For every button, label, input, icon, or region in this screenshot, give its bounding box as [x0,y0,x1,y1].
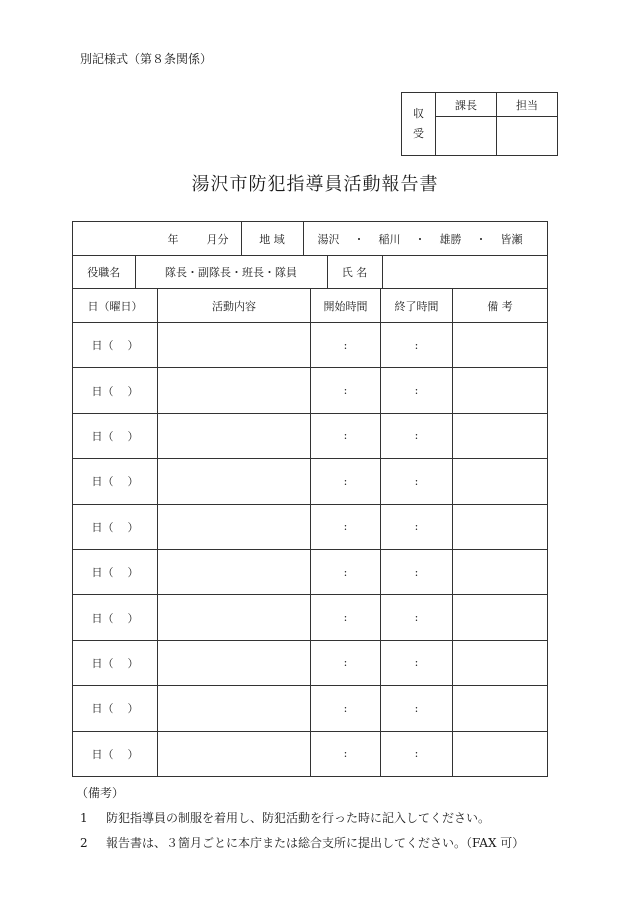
end-time-cell[interactable]: : [381,459,453,504]
activity-row [73,549,548,594]
name-label: 氏 名 [327,256,382,288]
activity-row [73,595,548,640]
start-time-cell[interactable]: : [311,549,381,594]
activity-content-cell[interactable] [158,595,311,640]
activity-content-cell[interactable] [158,686,311,731]
activity-content-cell[interactable] [158,413,311,458]
activity-row [73,731,548,776]
column-remarks: 備 考 [453,289,548,323]
column-start-time: 開始時間 [311,289,381,323]
activity-row [73,459,548,504]
activity-row [73,504,548,549]
activity-content-cell[interactable] [158,549,311,594]
day-cell[interactable]: 日（ ） [73,549,158,594]
day-cell[interactable]: 日（ ） [73,640,158,685]
position-label: 役職名 [87,266,121,279]
activity-row [73,686,548,731]
remarks-cell[interactable] [453,413,548,458]
column-date: 日（曜日） [73,289,158,323]
period-area-row [73,222,547,255]
section-chief-seal-cell[interactable] [436,117,497,156]
staff-seal-cell[interactable] [497,117,558,156]
end-time-cell[interactable]: : [381,595,453,640]
form-title: 湯沢市防犯指導員活動報告書 [191,174,439,195]
column-content: 活動内容 [158,289,311,323]
area-options[interactable]: 湯沢 ・ 稲川 ・ 雄勝 ・ 皆瀬 [303,222,547,255]
end-time-cell[interactable]: : [381,686,453,731]
activity-report-table [72,221,548,777]
position-options[interactable]: 隊長・副隊長・班長・隊員 [135,256,327,288]
activity-content-cell[interactable] [158,459,311,504]
column-header-row [73,289,548,323]
day-cell[interactable]: 日（ ） [73,459,158,504]
activity-content-cell[interactable] [158,504,311,549]
area-label: 地 域 [241,222,303,255]
staff-label: 担当 [497,93,558,117]
column-end-time: 終了時間 [381,289,453,323]
remarks-cell[interactable] [453,504,548,549]
end-time-cell[interactable]: : [381,731,453,776]
start-time-cell[interactable]: : [311,459,381,504]
end-time-cell[interactable]: : [381,640,453,685]
end-time-cell[interactable]: : [381,368,453,413]
end-time-cell[interactable]: : [381,323,453,368]
activity-row [73,640,548,685]
name-field[interactable] [382,256,547,288]
remarks-cell[interactable] [453,459,548,504]
day-cell[interactable]: 日（ ） [73,368,158,413]
start-time-cell[interactable]: : [311,504,381,549]
day-cell[interactable]: 日（ ） [73,595,158,640]
activity-content-cell[interactable] [158,640,311,685]
received-label: 収 受 [402,93,436,156]
remarks-cell[interactable] [453,368,548,413]
remarks-cell[interactable] [453,595,548,640]
activity-content-cell[interactable] [158,368,311,413]
remarks-cell[interactable] [453,686,548,731]
report-period[interactable]: 年 月分 [167,232,229,246]
day-cell[interactable]: 日（ ） [73,504,158,549]
remarks-cell[interactable] [453,549,548,594]
start-time-cell[interactable]: : [311,731,381,776]
end-time-cell[interactable]: : [381,413,453,458]
end-time-cell[interactable]: : [381,549,453,594]
area-inakawa[interactable]: 稲川 [378,232,401,246]
activity-row [73,413,548,458]
notes-section [76,781,524,856]
end-time-cell[interactable]: : [381,504,453,549]
start-time-cell[interactable]: : [311,323,381,368]
area-yuzawa[interactable]: 湯沢 [317,232,340,246]
start-time-cell[interactable]: : [311,686,381,731]
activity-row [73,368,548,413]
note-item: 2 報告書は、３箇月ごとに本庁または総合支所に提出してください。（FAX 可） [80,836,525,850]
start-time-cell[interactable]: : [311,368,381,413]
note-item: 1 防犯指導員の制服を着用し、防犯活動を行った時に記入してください。 [80,811,491,825]
day-cell[interactable]: 日（ ） [73,731,158,776]
position-name-row [73,256,547,288]
start-time-cell[interactable]: : [311,640,381,685]
area-minase[interactable]: 皆瀬 [500,232,523,246]
receipt-stamp-box [401,92,558,156]
day-cell[interactable]: 日（ ） [73,413,158,458]
start-time-cell[interactable]: : [311,413,381,458]
remarks-cell[interactable] [453,640,548,685]
remarks-cell[interactable] [453,731,548,776]
area-ogachi[interactable]: 雄勝 [439,232,462,246]
form-id: 別記様式（第８条関係） [80,52,213,66]
activity-content-cell[interactable] [158,323,311,368]
section-chief-label: 課長 [436,93,497,117]
activity-row [73,323,548,368]
day-cell[interactable]: 日（ ） [73,323,158,368]
start-time-cell[interactable]: : [311,595,381,640]
remarks-cell[interactable] [453,323,548,368]
notes-heading: （備考） [76,786,125,800]
day-cell[interactable]: 日（ ） [73,686,158,731]
activity-content-cell[interactable] [158,731,311,776]
